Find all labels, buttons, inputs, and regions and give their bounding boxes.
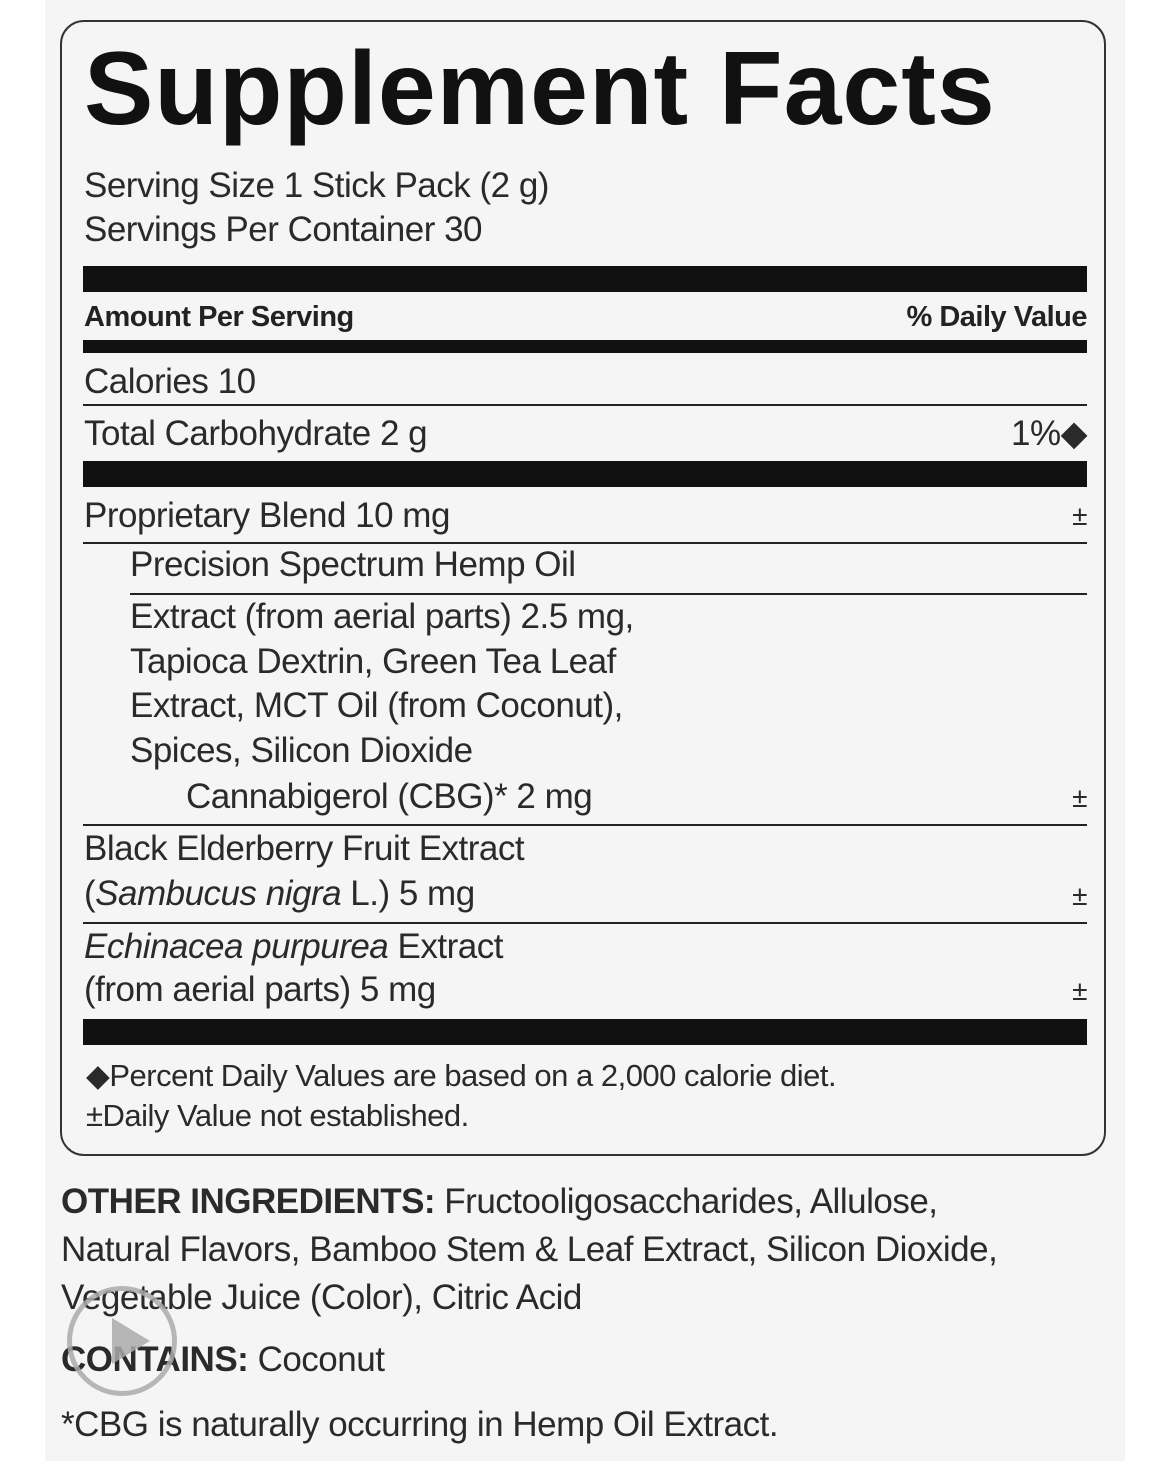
- other-ingredients-text-1: Fructooligosaccharides, Allulose,: [435, 1182, 938, 1221]
- elderberry-amount: L.) 5 mg: [341, 874, 475, 913]
- hemp-oil-line-4: Extract, MCT Oil (from Coconut),: [130, 686, 623, 725]
- other-ingredients-line-3: Vegetable Juice (Color), Citric Acid: [61, 1278, 582, 1317]
- hemp-oil-line-5: Spices, Silicon Dioxide: [130, 731, 473, 770]
- indented-divider: [130, 593, 1087, 595]
- thick-divider: [83, 1019, 1087, 1045]
- echinacea-line-2: (from aerial parts) 5 mg: [84, 970, 436, 1009]
- panel-title: Supplement Facts: [84, 31, 996, 147]
- daily-value-header: % Daily Value: [906, 301, 1087, 333]
- row-divider: [83, 824, 1087, 826]
- elderberry-line-2: (Sambucus nigra L.) 5 mg: [84, 874, 475, 913]
- echinacea-extract: Extract: [388, 927, 503, 966]
- serving-size: Serving Size 1 Stick Pack (2 g): [84, 166, 549, 205]
- cbg-note: *CBG is naturally occurring in Hemp Oil Extract.: [61, 1405, 779, 1444]
- row-divider: [83, 542, 1087, 544]
- footnote-daily-value: ◆Percent Daily Values are based on a 2,000 calorie diet.: [86, 1058, 837, 1093]
- thick-divider: [83, 461, 1087, 487]
- contains-value: Coconut: [248, 1340, 385, 1379]
- echinacea-dv: ±: [1072, 975, 1087, 1006]
- play-triangle: [112, 1318, 150, 1364]
- hemp-oil-line-3: Tapioca Dextrin, Green Tea Leaf: [130, 642, 616, 681]
- total-carbohydrate-name: Total Carbohydrate 2 g: [84, 414, 428, 453]
- total-carbohydrate-dv: 1%◆: [1010, 414, 1087, 453]
- cannabigerol-dv: ±: [1072, 782, 1087, 813]
- medium-divider: [83, 340, 1087, 353]
- hemp-oil-line-2: Extract (from aerial parts) 2.5 mg,: [130, 597, 634, 636]
- other-ingredients-line-1: [61, 1182, 938, 1222]
- footnote-not-established: ±Daily Value not established.: [86, 1098, 469, 1133]
- play-icon[interactable]: [67, 1286, 177, 1396]
- contains-label: CONTAINS:: [61, 1340, 249, 1379]
- supplement-page: [45, 0, 1125, 1461]
- row-divider: [83, 404, 1087, 406]
- servings-per-container: Servings Per Container 30: [84, 210, 482, 249]
- proprietary-blend-dv: ±: [1072, 500, 1087, 531]
- cannabigerol-name: Cannabigerol (CBG)* 2 mg: [186, 777, 593, 816]
- row-divider: [83, 922, 1087, 924]
- other-ingredients-line-2: Natural Flavors, Bamboo Stem & Leaf Extract, Silicon Dioxide,: [61, 1230, 998, 1269]
- elderberry-latin-name: Sambucus nigra: [95, 874, 342, 913]
- hemp-oil-line-1: Precision Spectrum Hemp Oil: [130, 545, 576, 584]
- calories-row: Calories 10: [84, 362, 256, 401]
- thick-divider: [83, 266, 1087, 292]
- elderberry-line-1: Black Elderberry Fruit Extract: [84, 829, 525, 868]
- proprietary-blend-name: Proprietary Blend 10 mg: [84, 496, 450, 535]
- other-ingredients-label: OTHER INGREDIENTS:: [61, 1182, 436, 1221]
- elderberry-dv: ±: [1072, 880, 1087, 911]
- echinacea-latin-name: Echinacea purpurea: [84, 927, 389, 966]
- echinacea-line-1: [84, 927, 503, 967]
- amount-per-serving-header: Amount Per Serving: [84, 301, 354, 333]
